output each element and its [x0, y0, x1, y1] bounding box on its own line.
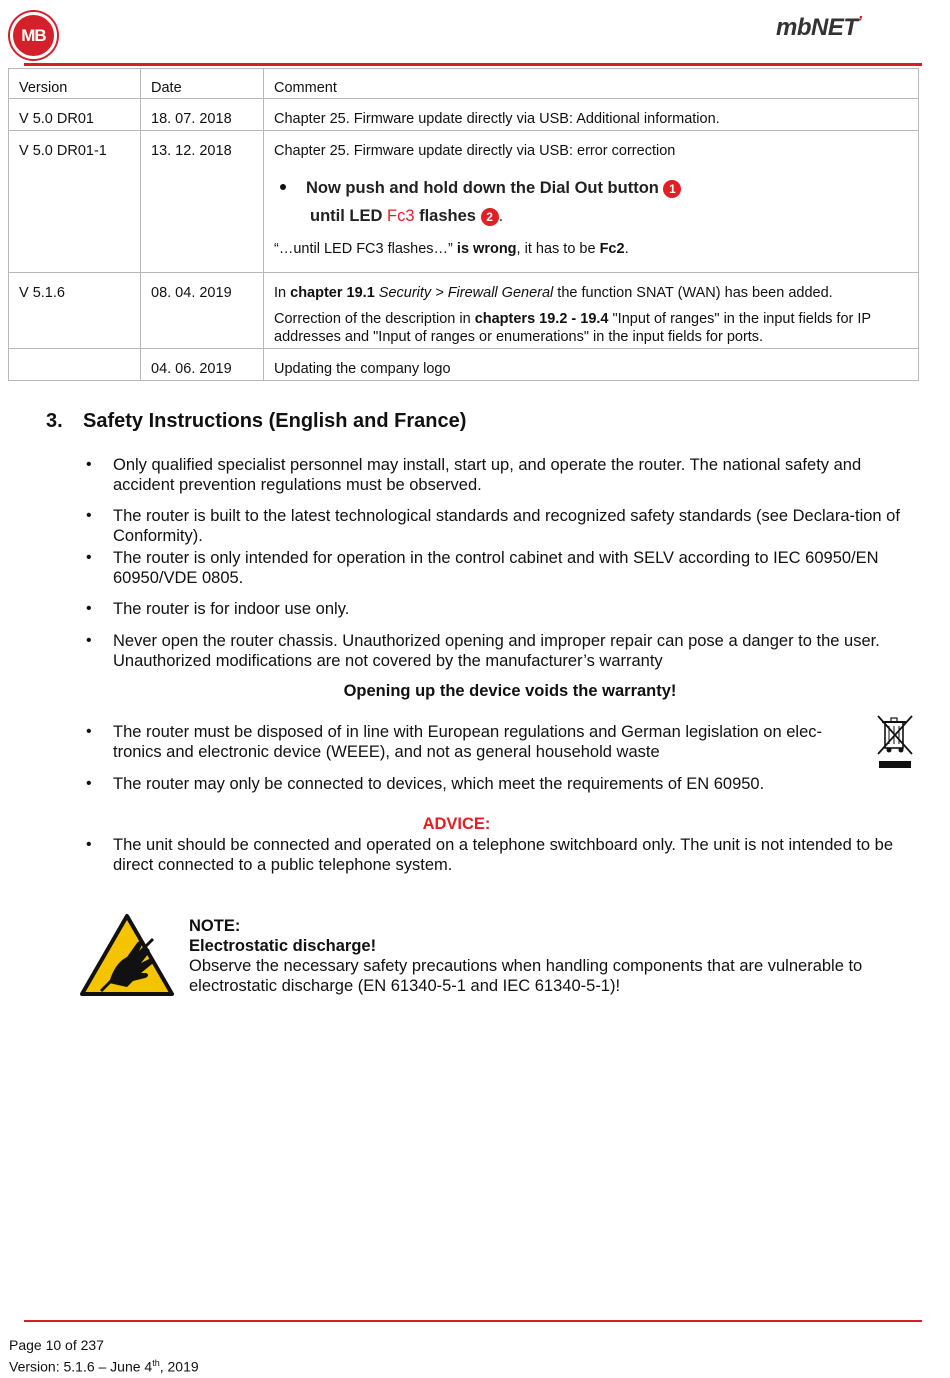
- list-item: Only qualified specialist personnel may install, start up, and operate the router. The national safety and accident prevention regulations must be observed.: [113, 456, 862, 494]
- bullet-dot: •: [86, 836, 92, 853]
- comment-cell: Updating the company logo: [264, 349, 919, 381]
- date-cell: 13. 12. 2018: [141, 131, 264, 273]
- excerpt-line-2a: until LED: [310, 207, 387, 225]
- table-row: [9, 99, 919, 131]
- column-header-version: Version: [9, 69, 141, 99]
- bullet-dot: [280, 184, 286, 190]
- version-cell: V 5.0 DR01-1: [9, 131, 141, 273]
- date-cell: 08. 04. 2019: [141, 273, 264, 349]
- revision-table: [8, 68, 919, 381]
- bullet-dot: •: [86, 775, 92, 792]
- table-row: [9, 349, 919, 381]
- note-label: NOTE:: [189, 917, 241, 935]
- instruction-excerpt: [280, 174, 908, 230]
- mb-logo: MB: [10, 12, 57, 59]
- note-text: Observe the necessary safety precautions when handling components that are vulnerable to electrostatic discharge (EN 61340-5-1 and IEC 61340-5-1)!: [189, 957, 863, 995]
- page-header: [0, 0, 950, 66]
- date-cell: 04. 06. 2019: [141, 349, 264, 381]
- list-item: The router is built to the latest technological standards and recognized safety standards (see Declara-tion of Conformity).: [113, 507, 900, 545]
- page-footer: [9, 1336, 199, 1376]
- excerpt-line-2c: flashes: [414, 207, 476, 225]
- bullet-dot: •: [86, 549, 92, 566]
- list-item: Never open the router chassis. Unauthorized opening and improper repair can pose a danger to the user. Unauthorized modifications are not covered by the manufacturer’s warranty: [113, 632, 880, 670]
- list-item: The unit should be connected and operated on a telephone switchboard only. The unit is not intended to be direct connected to a public telephone system.: [113, 836, 894, 874]
- version-cell: [9, 349, 141, 381]
- excerpt-led-label: Fc3: [387, 207, 415, 225]
- document-version: Version: 5.1.6 – June 4th, 2019: [9, 1358, 199, 1375]
- column-header-comment: Comment: [264, 69, 919, 99]
- version-cell: V 5.1.6: [9, 273, 141, 349]
- section-heading: 3. Safety Instructions (English and France): [46, 410, 467, 432]
- list-item: The router may only be connected to devices, which meet the requirements of EN 60950.: [113, 775, 765, 793]
- date-cell: 18. 07. 2018: [141, 99, 264, 131]
- number-badge-2: 2: [481, 208, 499, 226]
- warranty-notice: Opening up the device voids the warranty!: [343, 682, 677, 700]
- list-item: The router is only intended for operation in the control cabinet and with SELV according to IEC 60950/EN 60950/VDE 0805.: [113, 549, 879, 587]
- weee-crossed-bin-icon: [875, 714, 915, 770]
- bullet-dot: •: [86, 507, 92, 524]
- list-item: The router is for indoor use only.: [113, 600, 350, 618]
- table-header-row: [9, 69, 919, 99]
- page-number: Page 10 of 237: [9, 1337, 104, 1353]
- header-divider: [24, 63, 922, 66]
- bullet-dot: •: [86, 456, 92, 473]
- excerpt-period: .: [498, 207, 504, 225]
- table-row: [9, 273, 919, 349]
- list-item: The router must be disposed of in line with European regulations and German legislation on elec-tronics and electronic device (WEEE), and not as general household waste: [113, 723, 822, 761]
- number-badge-1: 1: [663, 180, 681, 198]
- column-header-date: Date: [141, 69, 264, 99]
- correction-note: “…until LED FC3 flashes…” is wrong, it has to be Fc2.: [274, 241, 629, 257]
- comment-cell: Chapter 25. Firmware update directly via USB: Additional information.: [264, 99, 919, 131]
- esd-note: [189, 916, 909, 996]
- footer-divider: [24, 1320, 922, 1322]
- comment-text: Chapter 25. Firmware update directly via USB: error correction: [274, 143, 676, 159]
- comment-paragraph: In chapter 19.1 Security > Firewall General the function SNAT (WAN) has been added.: [274, 285, 833, 301]
- version-cell: V 5.0 DR01: [9, 99, 141, 131]
- note-heading: Electrostatic discharge!: [189, 937, 377, 955]
- table-row: [9, 131, 919, 273]
- comment-cell: [264, 273, 919, 349]
- excerpt-line-1: Now push and hold down the Dial Out button: [306, 179, 659, 197]
- mbnet-logo: mbNET’: [776, 14, 862, 41]
- comment-paragraph: Correction of the description in chapters 19.2 - 19.4 "Input of ranges" in the input fields for IP addresses and "Input of ranges or enumerations" in the input fields for ports.: [274, 311, 871, 345]
- bullet-dot: •: [86, 600, 92, 617]
- comment-cell: [264, 131, 919, 273]
- bullet-dot: •: [86, 723, 92, 740]
- esd-warning-icon: [79, 913, 175, 997]
- bullet-dot: •: [86, 632, 92, 649]
- advice-label: ADVICE:: [422, 815, 491, 833]
